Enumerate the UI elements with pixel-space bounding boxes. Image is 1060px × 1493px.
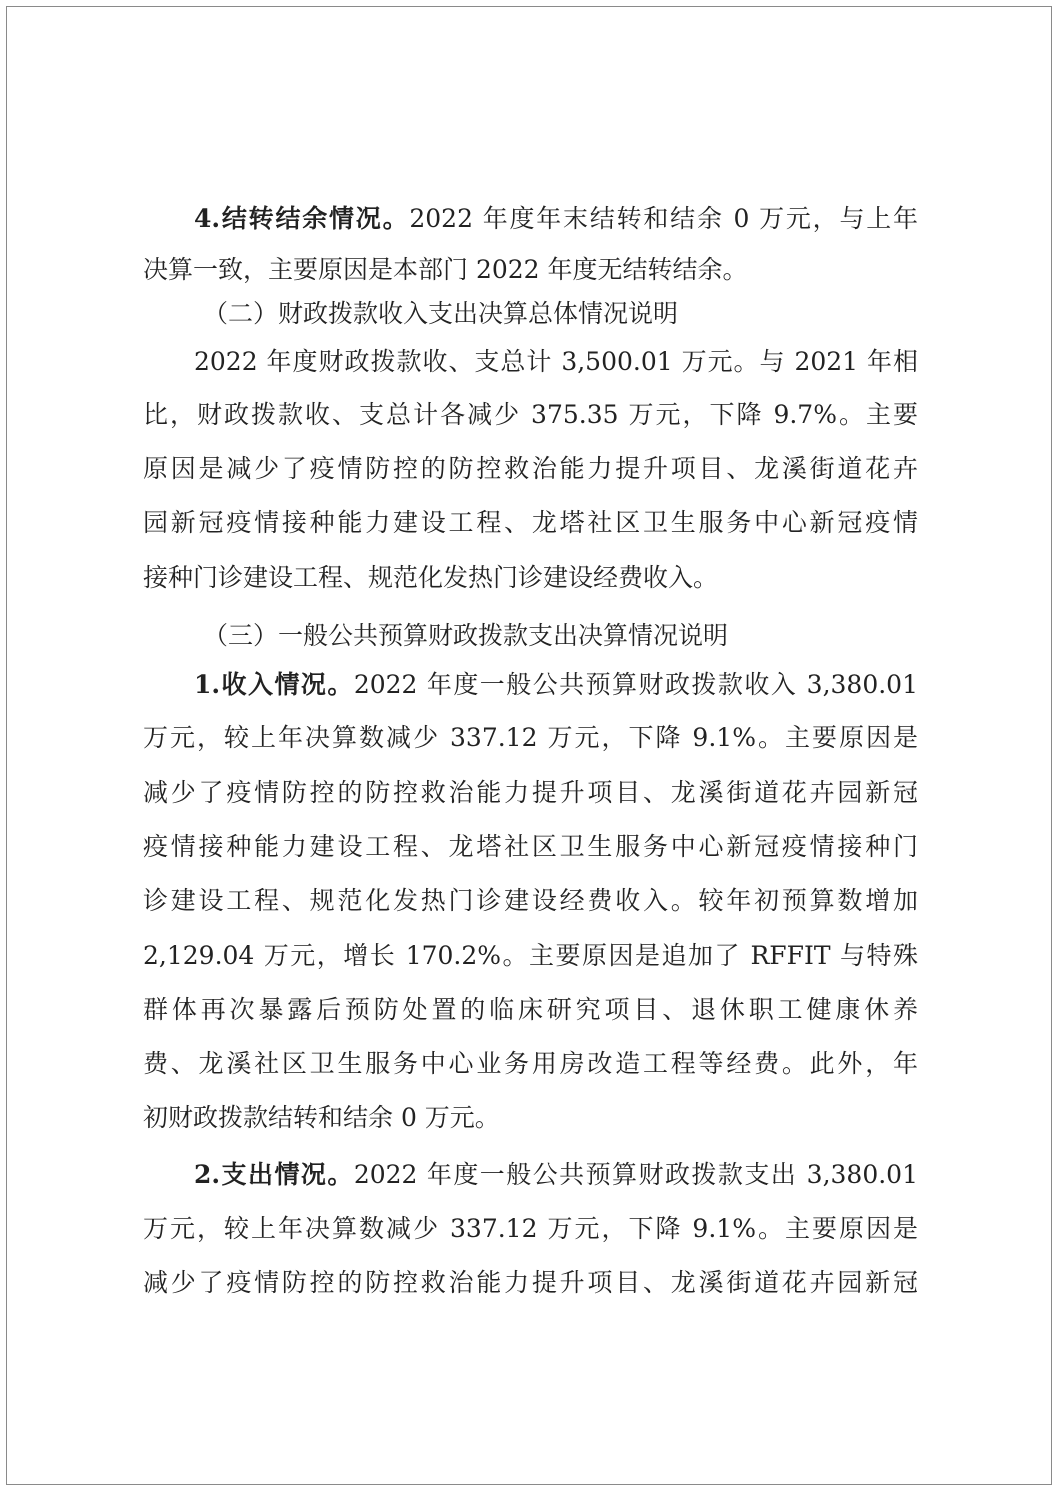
- text-line: [194, 197, 918, 241]
- paragraph-line: [0, 988, 1060, 1032]
- paragraph-line: [0, 248, 1060, 292]
- line-text: 决算一致，主要原因是本部门 2022 年度无结转结余。: [143, 255, 748, 284]
- bold-lead: 4.结转结余情况。: [194, 204, 410, 233]
- line-text: 2,129.04 万元，增长 170.2%。主要原因是追加了 RFFIT 与特殊: [143, 941, 918, 970]
- section-heading: [0, 292, 1060, 336]
- paragraph-line: [0, 663, 1060, 707]
- section-heading: [0, 614, 1060, 658]
- paragraph-line: [0, 340, 1060, 384]
- line-text: 费、龙溪社区卫生服务中心业务用房改造工程等经费。此外，年: [143, 1049, 918, 1078]
- paragraph-line: [0, 934, 1060, 978]
- bold-lead: 1.收入情况。: [194, 670, 354, 699]
- paragraph-line: [0, 197, 1060, 241]
- paragraph-line: [0, 393, 1060, 437]
- paragraph-line: [0, 879, 1060, 923]
- line-text: 万元，较上年决算数减少 337.12 万元，下降 9.1%。主要原因是: [143, 1214, 918, 1243]
- paragraph-line: [0, 1042, 1060, 1086]
- paragraph-line: [0, 1207, 1060, 1251]
- line-text: 2022 年度一般公共预算财政拨款收入 3,380.01: [353, 670, 918, 699]
- paragraph-line: [0, 447, 1060, 491]
- line-text: 初财政拨款结转和结余 0 万元。: [143, 1103, 500, 1132]
- line-text: 诊建设工程、规范化发热门诊建设经费收入。较年初预算数增加: [143, 886, 918, 915]
- paragraph-line: [0, 716, 1060, 760]
- line-text: 2022 年度财政拨款收、支总计 3,500.01 万元。与 2021 年相: [194, 347, 918, 376]
- line-text: 园新冠疫情接种能力建设工程、龙塔社区卫生服务中心新冠疫情: [143, 508, 918, 537]
- line-text: 群体再次暴露后预防处置的临床研究项目、退休职工健康休养: [143, 995, 918, 1024]
- line-text: 比，财政拨款收、支总计各减少 375.35 万元，下降 9.7%。主要: [143, 400, 918, 429]
- line-text: 万元，较上年决算数减少 337.12 万元，下降 9.1%。主要原因是: [143, 723, 918, 752]
- line-text: 减少了疫情防控的防控救治能力提升项目、龙溪街道花卉园新冠: [143, 778, 918, 807]
- text-line: [194, 663, 918, 707]
- paragraph-line: [0, 1096, 1060, 1140]
- line-text: 2022 年度一般公共预算财政拨款支出 3,380.01: [353, 1160, 918, 1189]
- line-text: 疫情接种能力建设工程、龙塔社区卫生服务中心新冠疫情接种门: [143, 832, 918, 861]
- line-text: 2022 年度年末结转和结余 0 万元，与上年: [409, 204, 919, 233]
- text-line: [194, 1153, 918, 1197]
- paragraph-line: [0, 501, 1060, 545]
- paragraph-line: [0, 825, 1060, 869]
- section-heading-text: （二）财政拨款收入支出决算总体情况说明: [203, 299, 679, 328]
- paragraph-line: [0, 1261, 1060, 1305]
- paragraph-line: [0, 1153, 1060, 1197]
- line-text: 原因是减少了疫情防控的防控救治能力提升项目、龙溪街道花卉: [143, 454, 918, 483]
- line-text: 减少了疫情防控的防控救治能力提升项目、龙溪街道花卉园新冠: [143, 1268, 918, 1297]
- line-text: 接种门诊建设工程、规范化发热门诊建设经费收入。: [143, 563, 719, 592]
- paragraph-line: [0, 556, 1060, 600]
- paragraph-line: [0, 771, 1060, 815]
- bold-lead: 2.支出情况。: [194, 1160, 354, 1189]
- section-heading-text: （三）一般公共预算财政拨款支出决算情况说明: [203, 621, 729, 650]
